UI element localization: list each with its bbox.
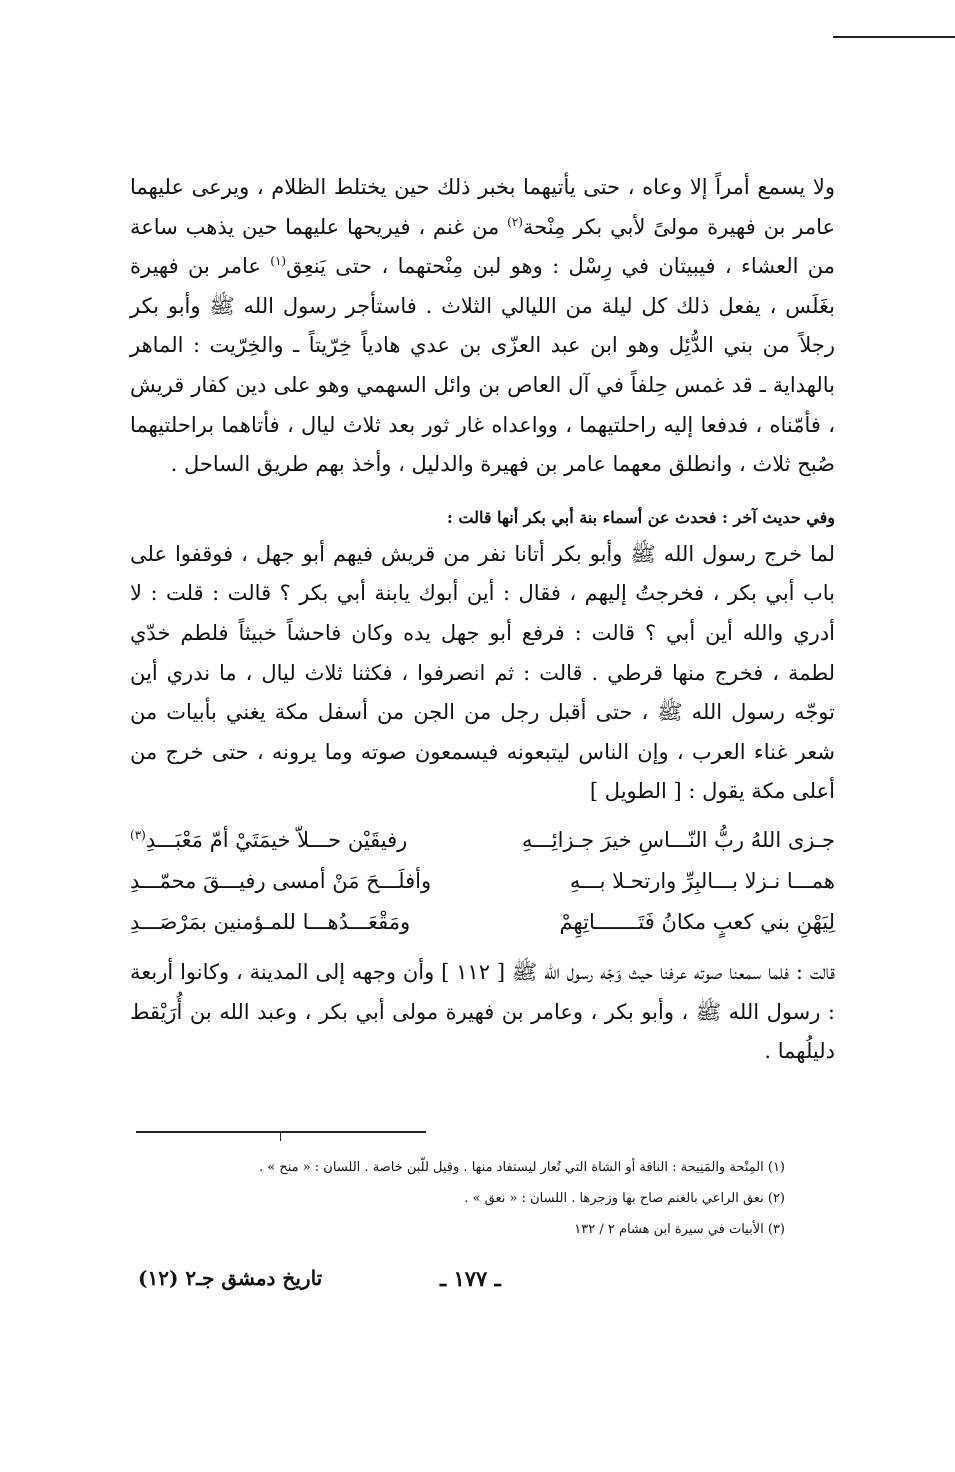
page-footer xyxy=(0,1266,955,1306)
footnote-2: (٢) نعق الراعي بالغنم صاح بها وزجرها . اللسان : « نعق » . xyxy=(464,1191,785,1206)
verse-second-hemistich: وأفلَـــحَ مَنْ أمسى رفيـــقَ محمّـــدِ xyxy=(130,868,432,893)
verse-first-hemistich: لِيَهْنِ بني كعبٍ مكانُ فَتَـــــــاتِهِمْ xyxy=(559,909,835,934)
paragraph-2: لما خرج رسول الله ﷺ وأبو بكر أتانا نفر من قريش فيهم أبو جهل ، فوقفوا على باب أبي بكر ، فخرجتُ إليهم ، فقال : أين أبوك يابنة أبي بكر ؟ قالت : قلت : لا أدري والله أين أبي ؟ قالت : فرفع أبو جهل يده وكان فاحشاً خبيثاً فلطم خدّي لطمة ، فخرج منها قرطي . قالت : ثم انصرفوا ، فكثنا ثلاث ليال ، ما ندري أين توجّه رسول الله ﷺ ، حتى أقبل رجل من الجن من أسفل مكة يغني بأبيات من شعر غناء العرب ، وإن الناس ليتبعونه فيسمعون صوته وما يرونه ، حتى خرج من أعلى مكة يقول : [ الطويل ] xyxy=(130,541,835,804)
verse-line xyxy=(130,861,835,902)
paragraph-1-part-b: من غنم ، فيريحها عليهما حين يذهب ساعة من العشاء ، فيبيتان في رِسْل : وهو لبن مِنْحتهما ، حتى يَنعِق xyxy=(130,214,836,279)
verse-line xyxy=(130,902,835,943)
paragraph-3: قالت : فلما سمعنا صوته عرفنا حيث وَجّه رسول الله ﷺ [ ١١٢ ] وأن وجهه إلى المدينة ، وكانوا أربعة : رسول الله ﷺ ، وأبو بكر ، وعامر بن فهيرة مولى أبي بكر ، وعبد الله بن أُرَيْقط دليلُهما . xyxy=(130,959,835,1064)
verse-first-hemistich: همـــا نـزلا بـــالبِرِّ وارتحـلا بـــهِ xyxy=(569,868,835,893)
footnotes xyxy=(125,1152,785,1245)
footnote-3: (٣) الأبيات في سيرة ابن هشام ٢ / ١٣٢ xyxy=(574,1222,785,1237)
section-heading: وفي حديث آخر : فحدث عن أسماء بنة أبي بكر أنها قالت : xyxy=(446,507,835,527)
footnote-ref-2: (٢) xyxy=(507,214,523,229)
poem-verses xyxy=(130,820,835,943)
page-edge-rule xyxy=(833,36,955,38)
footnote-separator-tick xyxy=(280,1131,281,1141)
verse-second-text: رفيقَيْن حـــلاّ خيمَتَيْ أمّ مَعْبَـــدِ xyxy=(145,827,408,852)
footnote-separator xyxy=(136,1131,426,1133)
verse-first-hemistich: جـزى اللهُ ربُّ النّـــاسِ خيرَ جـزائِـــهِ xyxy=(522,827,835,852)
paragraph-1 xyxy=(130,168,835,485)
verse-second-hemistich: ومَقْعَـــدُهـــا للمـؤمنين بمَرْصَـــدِ xyxy=(130,909,411,934)
verse-line xyxy=(130,820,835,861)
footnote-ref-1: (١) xyxy=(270,254,287,269)
volume-label: تاريخ دمشق جـ٢ (١٢) xyxy=(138,1266,323,1290)
footnote-ref-3: (٣) xyxy=(130,827,146,842)
main-text xyxy=(130,168,835,1072)
paragraph-1-part-a: ولا يسمع أمراً إلا وعاه ، حتى يأتيهما بخبر ذلك حين يختلط الظلام ، ويرعى عليهما عامر بن فهيرة مولىً لأبي بكر مِنْحة xyxy=(130,175,836,239)
page-number: ـ ١٧٧ ـ xyxy=(440,1266,501,1291)
paragraph-1-part-c: عامر بن فهيرة بغَلَس ، يفعل ذلك كل ليلة من الليالي الثلاث . فاستأجر رسول الله ﷺ وأبو بكر رجلاً من بني الدُّئِل وهو ابن عبد العزّى بن عدي هادياً خِرّيتاً ـ والخِرّيت : الماهر بالهداية ـ قد غمس حِلفاً في آل العاص بن وائل السهمي وهو على دين كفار قريش ، فأمّناه ، فدفعا إليه راحلتيهما ، وواعداه غار ثور بعد ثلاث ليال ، فأتاهما براحلتيهما صُبح ثلاث ، وانطلق معهما عامر بن فهيرة والدليل ، وأخذ بهم طريق الساحل . xyxy=(130,254,835,477)
footnote-1: (١) المِنْحة والمَنِيحة : الناقة أو الشاة التي تُعار ليستفاد منها . وقيل للّبن خاصة . اللسان : « منح » . xyxy=(258,1160,785,1175)
verse-second-hemistich xyxy=(130,820,490,861)
